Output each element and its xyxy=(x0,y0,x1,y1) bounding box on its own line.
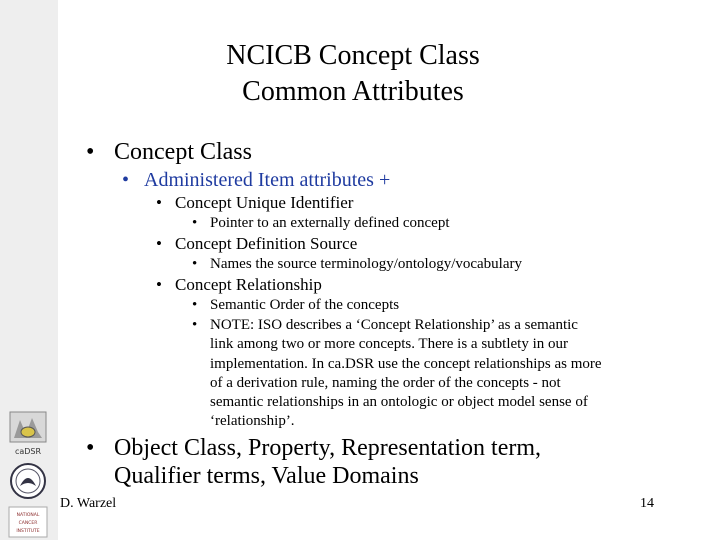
svg-text:INSTITUTE: INSTITUTE xyxy=(16,529,40,534)
title-line-2: Common Attributes xyxy=(242,76,464,107)
bullet-text: Names the source terminology/ontology/vocabulary xyxy=(210,256,523,272)
footer-author: D. Warzel xyxy=(60,496,117,511)
bullet-text: Concept Relationship xyxy=(175,275,322,294)
bullet-line: Qualifier terms, Value Domains xyxy=(114,463,419,489)
bullet-dot-icon: • xyxy=(192,317,198,333)
bullet-text: Concept Class xyxy=(114,139,252,165)
bullet-dot-icon: • xyxy=(192,215,198,231)
bullet-text-block xyxy=(114,434,541,490)
note-line: implementation. In ca.DSR use the concept relationships as more xyxy=(210,355,602,372)
bullet-dot-icon: • xyxy=(192,256,198,272)
note-line: semantic relationships in an ontologic or object model sense of xyxy=(210,394,588,411)
svg-text:caDSR: caDSR xyxy=(14,447,42,456)
bullet-dot-icon: • xyxy=(192,297,198,313)
bullet-text: Concept Unique Identifier xyxy=(175,193,354,212)
bullet-line: Object Class, Property, Representation term, xyxy=(114,435,542,461)
svg-text:CANCER: CANCER xyxy=(18,521,38,526)
note-line: of a derivation rule, naming the order of the concepts - not xyxy=(210,374,561,391)
bullet-dot-icon: • xyxy=(86,139,95,165)
bullet-dot-icon: • xyxy=(156,275,162,294)
bullet-text: Concept Definition Source xyxy=(175,234,358,253)
bullet-dot-icon: • xyxy=(156,234,162,253)
note-line: link among two or more concepts. There is a subtlety in our xyxy=(210,336,568,353)
bullet-text: Administered Item attributes + xyxy=(144,169,391,191)
bullet-dot-icon: • xyxy=(86,435,95,461)
bullet-text-block xyxy=(210,316,602,432)
bullet-dot-icon: • xyxy=(122,169,130,191)
footer-page-number: 14 xyxy=(640,496,654,511)
bullet-dot-icon: • xyxy=(156,193,162,212)
bullet-text: Semantic Order of the concepts xyxy=(210,297,400,313)
bullet-text: Pointer to an externally defined concept xyxy=(210,215,450,231)
title-line-1: NCICB Concept Class xyxy=(226,40,480,71)
note-line: NOTE: ISO describes a ‘Concept Relationship’ as a semantic xyxy=(210,317,578,333)
svg-text:NATIONAL: NATIONAL xyxy=(16,513,40,518)
note-line: ‘relationship’. xyxy=(210,413,295,430)
